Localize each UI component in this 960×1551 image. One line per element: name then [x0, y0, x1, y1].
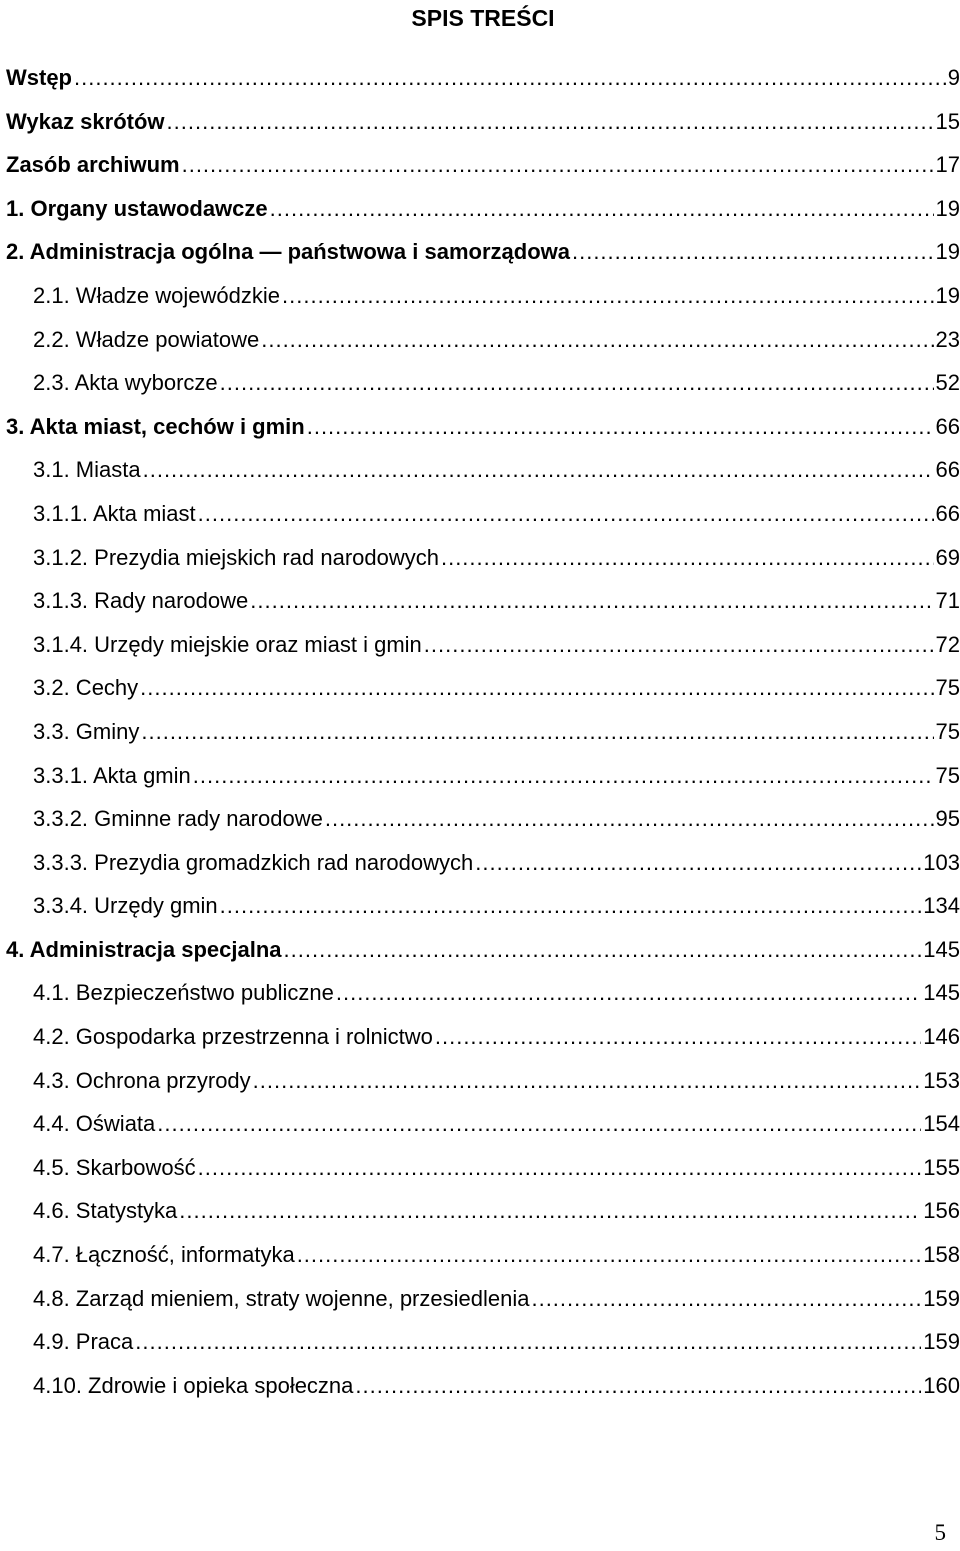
- dot-leader: [282, 274, 934, 318]
- toc-entry: [6, 1102, 960, 1146]
- toc-entry-page: 95: [935, 806, 960, 832]
- page-title: SPIS TREŚCI: [411, 5, 555, 31]
- dot-leader: [253, 1059, 922, 1103]
- dot-leader: [157, 1102, 921, 1146]
- toc-entry-title: Zasób archiwum: [6, 152, 180, 178]
- dot-leader: [572, 230, 934, 274]
- dot-leader: [424, 623, 934, 667]
- toc-entry-title: 2.3. Akta wyborcze: [33, 370, 218, 396]
- toc-entry: [6, 971, 960, 1015]
- dot-leader: [475, 841, 921, 885]
- toc-entry-title: 3.1.1. Akta miast: [33, 500, 196, 526]
- dot-leader: [250, 579, 933, 623]
- toc-entry: [6, 710, 960, 754]
- toc-entry-title: 3. Akta miast, cechów i gmin: [6, 413, 305, 439]
- toc-entry: [6, 274, 960, 318]
- toc-entry-page: 19: [935, 239, 960, 265]
- toc-entry-page: 103: [923, 849, 960, 875]
- toc-entry-title: 4.6. Statystyka: [33, 1198, 178, 1224]
- toc-entry-page: 159: [923, 1329, 960, 1355]
- toc-entry-page: 66: [935, 457, 960, 483]
- toc-entry: [6, 361, 960, 405]
- toc-entry-title: 4.8. Zarząd mieniem, straty wojenne, przesiedlenia: [33, 1285, 530, 1311]
- toc-entry: [6, 928, 960, 972]
- toc-entry: [6, 1364, 960, 1408]
- table-of-contents: [6, 56, 960, 1407]
- toc-entry-title: Wykaz skrótów: [6, 108, 165, 134]
- dot-leader: [297, 1233, 922, 1277]
- toc-entry-page: 69: [935, 544, 960, 570]
- toc-entry: [6, 536, 960, 580]
- toc-entry: [6, 1189, 960, 1233]
- toc-entry-title: 4.7. Łączność, informatyka: [33, 1242, 295, 1268]
- toc-entry-page: 153: [923, 1067, 960, 1093]
- toc-entry-title: 4.5. Skarbowość: [33, 1154, 196, 1180]
- toc-entry-title: 2. Administracja ogólna — państwowa i samorządowa: [6, 239, 570, 265]
- dot-leader: [325, 797, 934, 841]
- toc-entry: [6, 1277, 960, 1321]
- dot-leader: [135, 1320, 921, 1364]
- dot-leader: [167, 100, 934, 144]
- toc-entry: [6, 1059, 960, 1103]
- toc-entry-page: 17: [935, 152, 960, 178]
- toc-entry: [6, 405, 960, 449]
- dot-leader: [182, 143, 934, 187]
- toc-entry-title: 3.1.3. Rady narodowe: [33, 588, 249, 614]
- toc-entry-title: 4. Administracja specjalna: [6, 936, 282, 962]
- toc-entry-title: 4.4. Oświata: [33, 1111, 156, 1137]
- toc-entry-title: 2.1. Władze wojewódzkie: [33, 282, 281, 308]
- toc-entry-page: 145: [923, 980, 960, 1006]
- toc-entry-title: 3.1.2. Prezydia miejskich rad narodowych: [33, 544, 439, 570]
- dot-leader: [193, 754, 934, 798]
- toc-entry-title: 3.3.1. Akta gmin: [33, 762, 191, 788]
- toc-entry: [6, 797, 960, 841]
- dot-leader: [198, 492, 934, 536]
- toc-entry-title: 3.2. Cechy: [33, 675, 139, 701]
- toc-entry-title: 3.1. Miasta: [33, 457, 141, 483]
- dot-leader: [179, 1189, 921, 1233]
- dot-leader: [284, 928, 922, 972]
- toc-entry-page: 145: [923, 936, 960, 962]
- toc-entry: [6, 1320, 960, 1364]
- toc-entry: [6, 884, 960, 928]
- toc-entry-page: 66: [935, 500, 960, 526]
- toc-entry-page: 75: [935, 675, 960, 701]
- dot-leader: [198, 1146, 922, 1190]
- toc-entry: [6, 666, 960, 710]
- toc-entry-page: 66: [935, 413, 960, 439]
- toc-entry-title: 4.1. Bezpieczeństwo publiczne: [33, 980, 334, 1006]
- toc-entry: [6, 623, 960, 667]
- toc-entry-page: 160: [923, 1372, 960, 1398]
- dot-leader: [74, 56, 946, 100]
- toc-entry-title: 4.2. Gospodarka przestrzenna i rolnictwo: [33, 1024, 433, 1050]
- toc-entry-page: 23: [935, 326, 960, 352]
- toc-entry-page: 15: [935, 108, 960, 134]
- dot-leader: [441, 536, 934, 580]
- toc-entry: [6, 230, 960, 274]
- toc-entry: [6, 1015, 960, 1059]
- toc-entry-title: 3.3.2. Gminne rady narodowe: [33, 806, 323, 832]
- toc-entry: [6, 143, 960, 187]
- toc-entry-title: 3.3.3. Prezydia gromadzkich rad narodowych: [33, 849, 474, 875]
- toc-entry: [6, 56, 960, 100]
- dot-leader: [531, 1277, 921, 1321]
- toc-entry-page: 146: [923, 1024, 960, 1050]
- toc-entry: [6, 579, 960, 623]
- toc-entry-title: 3.3.4. Urzędy gmin: [33, 893, 218, 919]
- dot-leader: [141, 710, 933, 754]
- dot-leader: [336, 971, 921, 1015]
- toc-entry-title: Wstęp: [6, 65, 72, 90]
- toc-entry-title: 3.3. Gminy: [33, 718, 140, 744]
- dot-leader: [143, 448, 934, 492]
- toc-entry-title: 4.9. Praca: [33, 1329, 134, 1355]
- toc-entry-page: 154: [923, 1111, 960, 1137]
- toc-entry-title: 4.3. Ochrona przyrody: [33, 1067, 251, 1093]
- toc-entry-page: 19: [935, 282, 960, 308]
- toc-entry: [6, 100, 960, 144]
- toc-entry-page: 19: [935, 195, 960, 221]
- toc-entry-page: 71: [935, 588, 960, 614]
- toc-entry: [6, 448, 960, 492]
- toc-entry: [6, 318, 960, 362]
- toc-entry-page: 72: [935, 631, 960, 657]
- dot-leader: [435, 1015, 921, 1059]
- toc-entry: [6, 492, 960, 536]
- toc-entry: [6, 187, 960, 231]
- toc-entry-page: 134: [923, 893, 960, 919]
- toc-entry-title: 4.10. Zdrowie i opieka społeczna: [33, 1372, 354, 1398]
- toc-entry: [6, 1146, 960, 1190]
- toc-entry: [6, 1233, 960, 1277]
- dot-leader: [220, 884, 922, 928]
- dot-leader: [355, 1364, 921, 1408]
- toc-entry: [6, 754, 960, 798]
- toc-entry-page: 158: [923, 1242, 960, 1268]
- dot-leader: [140, 666, 933, 710]
- toc-entry: [6, 841, 960, 885]
- dot-leader: [220, 361, 934, 405]
- toc-entry-page: 52: [935, 370, 960, 396]
- dot-leader: [270, 187, 934, 231]
- dot-leader: [307, 405, 934, 449]
- toc-entry-page: 155: [923, 1154, 960, 1180]
- toc-entry-page: 156: [923, 1198, 960, 1224]
- toc-entry-title: 3.1.4. Urzędy miejskie oraz miast i gmin: [33, 631, 422, 657]
- dot-leader: [261, 318, 933, 362]
- toc-entry-title: 2.2. Władze powiatowe: [33, 326, 260, 352]
- toc-entry-page: 75: [935, 762, 960, 788]
- toc-entry-page: 9: [947, 65, 960, 90]
- toc-entry-page: 75: [935, 718, 960, 744]
- toc-entry-title: 1. Organy ustawodawcze: [6, 195, 268, 221]
- page-number: 5: [934, 1520, 946, 1545]
- toc-entry-page: 159: [923, 1285, 960, 1311]
